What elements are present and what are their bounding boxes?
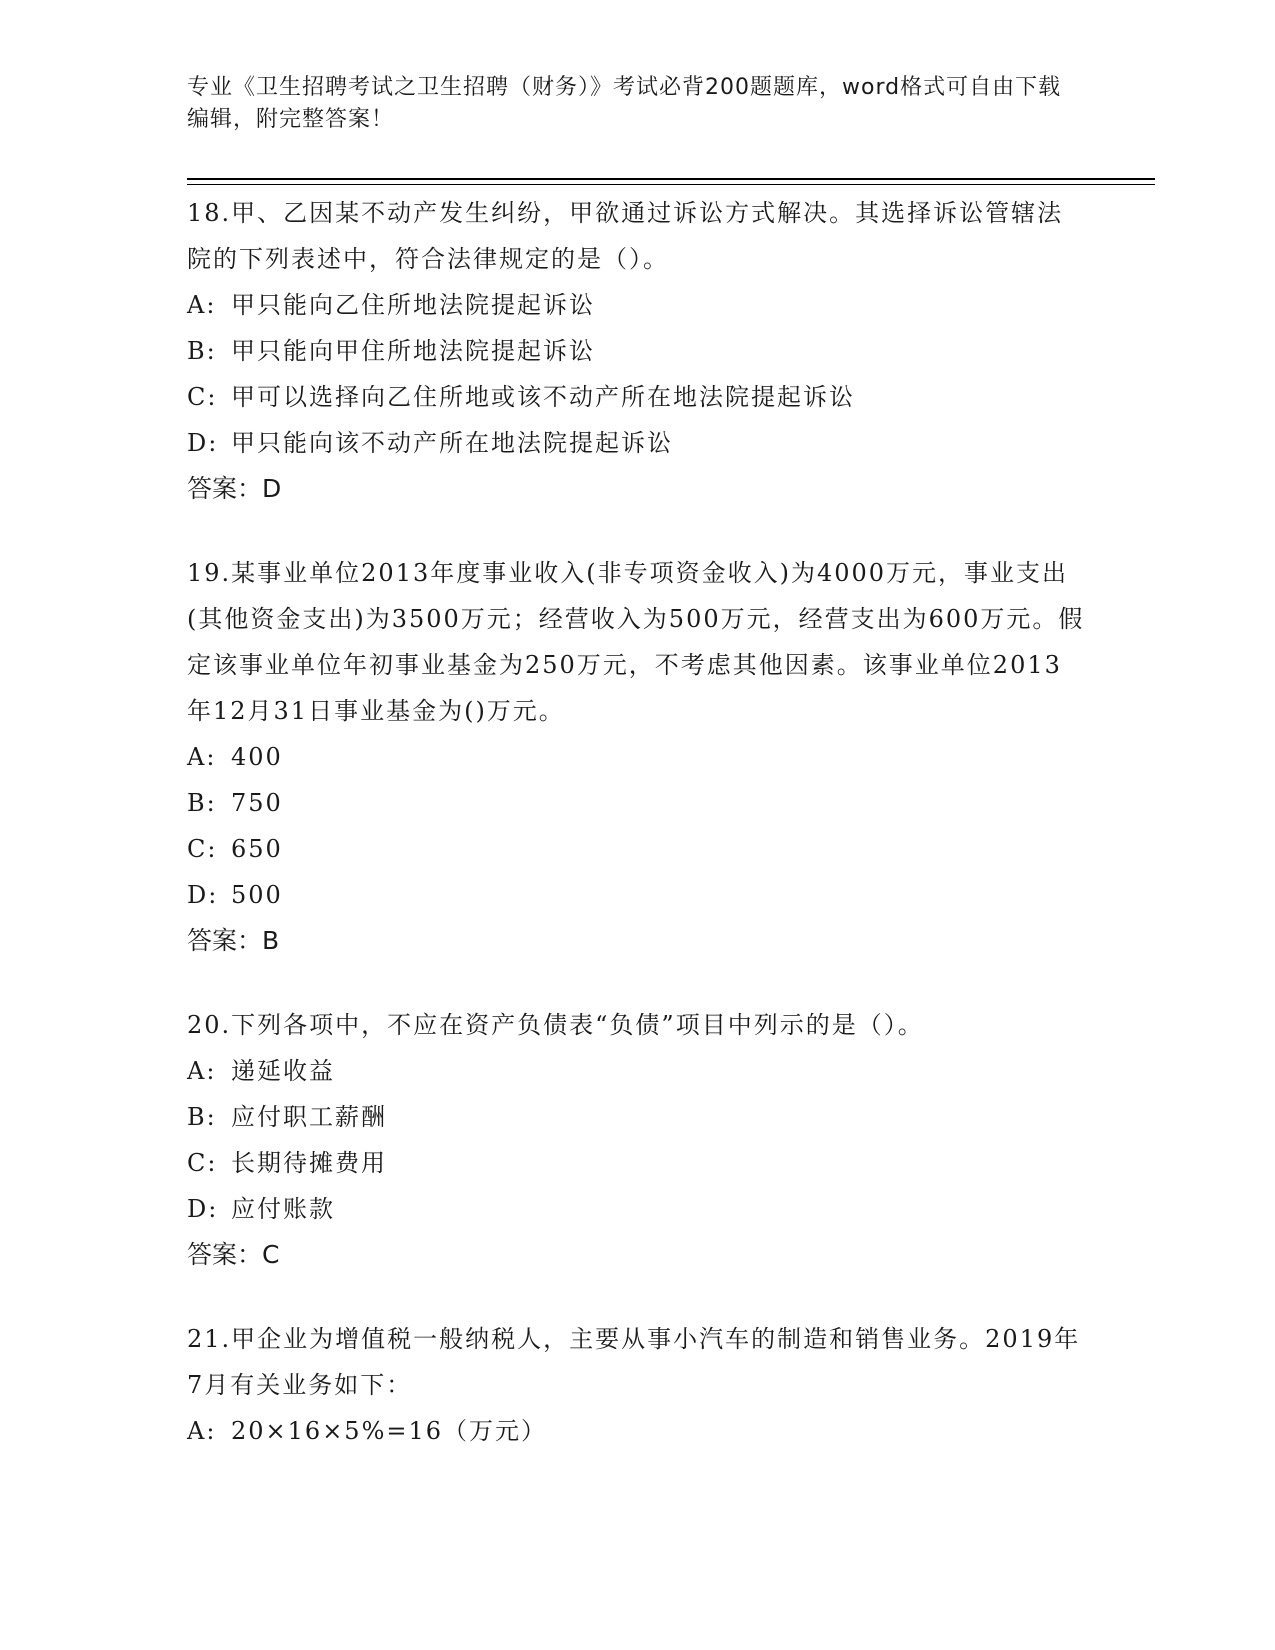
option-text: 应付职工薪酬 — [231, 1103, 387, 1131]
option-text: 递延收益 — [231, 1057, 335, 1085]
option-a — [187, 734, 1087, 780]
option-a — [187, 282, 1087, 328]
question-18 — [187, 190, 1087, 512]
option-key: C: — [187, 383, 218, 411]
option-key: D: — [187, 1195, 219, 1223]
question-text: 19.某事业单位2013年度事业收入(非专项资金收入)为4000万元，事业支出(其他资金支出)为3500万元；经营收入为500万元，经营支出为600万元。假定该事业单位年初事业基金为250万元，不考虑其他因素。该事业单位2013年12月31日事业基金为()万元。 — [187, 559, 1085, 725]
question-list — [187, 190, 1087, 1492]
option-key: C: — [187, 835, 218, 863]
question-text: 21.甲企业为增值税一般纳税人，主要从事小汽车的制造和销售业务。2019年7月有关业务如下： — [187, 1325, 1081, 1399]
option-text: 500 — [231, 881, 283, 909]
option-key: B: — [187, 337, 217, 365]
option-d — [187, 872, 1087, 918]
option-text: 甲只能向乙住所地法院提起诉讼 — [231, 291, 595, 319]
option-c — [187, 826, 1087, 872]
question-20 — [187, 1002, 1087, 1278]
question-text: 18.甲、乙因某不动产发生纠纷，甲欲通过诉讼方式解决。其选择诉讼管辖法院的下列表述中，符合法律规定的是（）。 — [187, 199, 1064, 273]
option-b — [187, 780, 1087, 826]
option-a — [187, 1048, 1087, 1094]
option-key: B: — [187, 1103, 217, 1131]
answer: 答案：C — [187, 1240, 280, 1269]
document-header: 专业《卫生招聘考试之卫生招聘（财务）》考试必背200题题库，word格式可自由下载编辑，附完整答案！ — [187, 75, 1062, 132]
option-key: D: — [187, 429, 219, 457]
option-d — [187, 420, 1087, 466]
answer: 答案：D — [187, 474, 282, 503]
answer: 答案：B — [187, 926, 280, 955]
option-d — [187, 1186, 1087, 1232]
option-text: 甲只能向甲住所地法院提起诉讼 — [231, 337, 595, 365]
option-key: A: — [187, 743, 217, 771]
option-text: 甲可以选择向乙住所地或该不动产所在地法院提起诉讼 — [231, 383, 855, 411]
question-19 — [187, 550, 1087, 964]
option-key: A: — [187, 1417, 217, 1445]
option-text: 长期待摊费用 — [231, 1149, 387, 1177]
question-21 — [187, 1316, 1087, 1454]
header-rule-thin — [187, 184, 1155, 185]
option-text: 应付账款 — [231, 1195, 335, 1223]
option-key: A: — [187, 291, 217, 319]
option-text: 750 — [231, 789, 283, 817]
option-text: 650 — [231, 835, 283, 863]
option-b — [187, 1094, 1087, 1140]
option-text: 甲只能向该不动产所在地法院提起诉讼 — [231, 429, 673, 457]
option-key: A: — [187, 1057, 217, 1085]
option-text: 400 — [231, 743, 283, 771]
option-key: C: — [187, 1149, 218, 1177]
option-key: D: — [187, 881, 219, 909]
question-text: 20.下列各项中，不应在资产负债表“负债”项目中列示的是（）。 — [187, 1011, 924, 1039]
option-c — [187, 1140, 1087, 1186]
option-key: B: — [187, 789, 217, 817]
option-a — [187, 1408, 1087, 1454]
option-c — [187, 374, 1087, 420]
option-text: 20×16×5%=16（万元） — [231, 1417, 548, 1445]
header-rule-thick — [187, 178, 1155, 180]
option-b — [187, 328, 1087, 374]
